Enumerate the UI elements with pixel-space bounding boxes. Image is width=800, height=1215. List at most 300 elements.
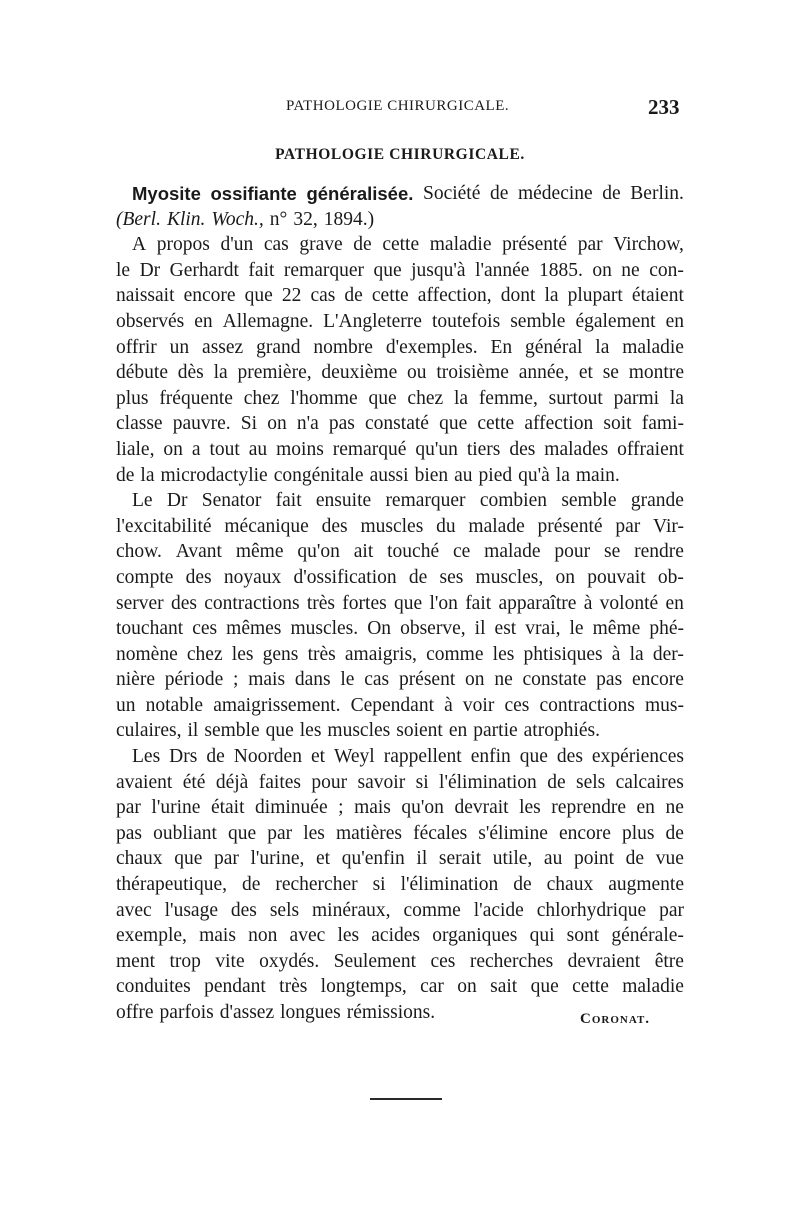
word: voir — [462, 694, 495, 716]
text-line — [116, 898, 684, 924]
word: Noorden — [233, 746, 302, 768]
word: le — [116, 259, 131, 281]
word: par — [659, 899, 684, 921]
word: der- — [652, 643, 684, 665]
word: point — [573, 848, 615, 870]
word: général — [525, 336, 583, 358]
word: ce — [452, 541, 471, 563]
word: Seulement — [333, 950, 416, 972]
word: fréquente — [159, 387, 233, 409]
word: que — [265, 720, 294, 742]
word: A — [132, 234, 147, 256]
word: cas — [310, 285, 336, 307]
word: ces — [504, 694, 530, 716]
word: d'un — [220, 234, 254, 256]
word: des — [170, 592, 197, 614]
word: d'assez — [219, 1002, 275, 1023]
word: pour — [554, 541, 591, 563]
word: fami- — [641, 413, 684, 435]
word: fait — [465, 592, 492, 614]
word: con- — [649, 259, 684, 281]
word: Les — [132, 746, 161, 768]
word: matières — [335, 822, 403, 844]
word: tiers — [466, 438, 501, 460]
word: tout — [209, 438, 240, 460]
word: mécanique — [224, 515, 309, 537]
word: trop — [169, 950, 201, 972]
text-line — [116, 463, 684, 489]
word: semble — [561, 490, 617, 512]
word: au — [454, 464, 473, 486]
word: oxydés. — [259, 950, 320, 972]
word: partie — [473, 720, 518, 742]
word: on — [457, 976, 477, 998]
word: contractions — [539, 694, 635, 716]
word: par — [213, 848, 239, 870]
word: ou — [407, 362, 427, 384]
word: nière — [116, 669, 155, 691]
word: ces — [430, 950, 456, 972]
word: la — [629, 643, 644, 665]
word: expériences — [591, 746, 684, 768]
word: fortes — [342, 592, 387, 614]
word: devraient — [567, 950, 641, 972]
word: longues — [280, 1002, 341, 1023]
word: bien — [414, 464, 449, 486]
word: Allemagne. — [222, 310, 314, 332]
word: soit — [603, 413, 632, 435]
word: combien — [479, 490, 548, 512]
word: n'a — [296, 413, 319, 435]
word: ne — [494, 669, 513, 691]
word: en — [636, 797, 655, 819]
word: il — [474, 618, 486, 640]
text-line — [116, 744, 684, 770]
word: grave — [299, 234, 343, 256]
word: chez — [407, 387, 444, 409]
word: est — [494, 618, 517, 640]
word: jusqu'à — [411, 259, 466, 281]
word: été — [182, 771, 206, 793]
word: par — [615, 515, 641, 537]
word: Le — [132, 490, 153, 512]
text-line — [116, 642, 684, 668]
word: un — [169, 336, 190, 358]
word: plupart — [567, 285, 623, 307]
word: par — [116, 797, 141, 819]
word: Woch., — [211, 208, 264, 230]
word: muscles — [327, 720, 391, 742]
text-line — [116, 335, 684, 361]
word: ces — [192, 618, 218, 640]
word: devrait — [454, 797, 509, 819]
word: nombre — [313, 336, 373, 358]
word: si — [372, 874, 386, 896]
word: et — [316, 848, 331, 870]
word: Klin. — [166, 208, 206, 230]
word: surtout — [548, 387, 603, 409]
word: de — [513, 874, 532, 896]
text-line — [116, 232, 684, 258]
text-line — [116, 974, 684, 1000]
word: n° — [269, 208, 288, 230]
word: affection — [524, 413, 594, 435]
word: on — [465, 669, 485, 691]
word: en — [665, 310, 684, 332]
word: notable — [145, 694, 204, 716]
word: semble — [510, 310, 566, 332]
word: En — [490, 336, 513, 358]
text-line — [116, 181, 684, 207]
word: 22 — [281, 285, 302, 307]
word: des — [230, 899, 257, 921]
word: l'usage — [164, 899, 218, 921]
word: avec — [289, 925, 326, 947]
word: par — [267, 822, 293, 844]
word: de — [206, 746, 225, 768]
word: vrai, — [525, 618, 561, 640]
word: (Berl. — [116, 208, 161, 230]
word: culaires, — [116, 720, 182, 742]
word: de — [625, 848, 645, 870]
word: de — [408, 566, 428, 588]
word: maladie — [622, 336, 684, 358]
word: on — [592, 259, 612, 281]
word: les — [337, 925, 360, 947]
page-number: 233 — [648, 95, 680, 119]
word: il — [187, 720, 199, 742]
word: plus — [621, 822, 655, 844]
word: server — [116, 592, 164, 614]
word: avec — [116, 899, 152, 921]
word: Myosite — [132, 183, 201, 204]
word: que — [530, 976, 559, 998]
text-line — [116, 923, 684, 949]
word: que — [439, 413, 468, 435]
word: assez — [202, 336, 244, 358]
word: la — [213, 362, 228, 384]
word: était — [210, 797, 245, 819]
text-line — [116, 770, 684, 796]
word: sels — [576, 771, 606, 793]
word: Avant — [175, 541, 222, 563]
word: montre — [628, 362, 684, 384]
text-line — [116, 283, 684, 309]
word: dont — [500, 285, 536, 307]
word: Weyl — [334, 746, 375, 768]
word: cette — [572, 976, 609, 998]
word: des — [321, 515, 348, 537]
end-rule — [370, 1098, 442, 1100]
word: observe, — [400, 618, 466, 640]
word: propos — [156, 234, 210, 256]
word: utile, — [492, 848, 533, 870]
word: 32, — [293, 208, 318, 230]
word: a — [191, 438, 201, 460]
word: qu'à — [518, 464, 550, 486]
word: volonté — [599, 592, 659, 614]
text-line — [116, 718, 684, 744]
word: vue — [655, 848, 684, 870]
word: mus- — [644, 694, 684, 716]
word: touchant — [116, 618, 184, 640]
word: encore — [183, 285, 236, 307]
word: Senator — [201, 490, 262, 512]
running-head: PATHOLOGIE CHIRURGICALE. — [286, 98, 510, 114]
word: offrir — [116, 336, 157, 358]
word: pas — [328, 413, 355, 435]
word: également — [575, 310, 656, 332]
word: des — [185, 566, 212, 588]
word: on — [267, 413, 287, 435]
word: calcaires — [615, 771, 684, 793]
word: si — [415, 771, 429, 793]
text-line — [116, 565, 684, 591]
word: année, — [518, 362, 570, 384]
word: car — [420, 976, 444, 998]
word: thérapeutique, — [116, 874, 227, 896]
word: Virchow, — [613, 234, 684, 256]
word: que — [373, 259, 402, 281]
text-line — [116, 616, 684, 642]
text-line — [116, 207, 684, 233]
word: naissait — [116, 285, 175, 307]
word: débute — [116, 362, 168, 384]
word: faites — [258, 771, 301, 793]
word: cette — [371, 285, 409, 307]
word: la — [555, 464, 570, 486]
text-line — [116, 821, 684, 847]
word: qui — [529, 925, 555, 947]
word: l'excitabilité — [116, 515, 212, 537]
word: Dr — [139, 259, 161, 281]
word: à — [444, 694, 453, 716]
article-body — [116, 181, 684, 1026]
word: main. — [575, 464, 620, 486]
word: il — [416, 848, 428, 870]
word: diminuée — [255, 797, 328, 819]
word: déjà — [215, 771, 249, 793]
word: d'exemples. — [385, 336, 478, 358]
word: en — [665, 592, 684, 614]
word: la — [140, 464, 155, 486]
word: moins — [276, 438, 324, 460]
text-line — [116, 693, 684, 719]
word: les — [299, 720, 322, 742]
text-line — [116, 667, 684, 693]
word: se — [602, 362, 619, 384]
word: remarquer — [283, 259, 365, 281]
word: que — [368, 387, 397, 409]
text-line — [116, 539, 684, 565]
word: maladie — [622, 976, 684, 998]
word: apparaître — [498, 592, 577, 614]
word: cette — [477, 413, 515, 435]
word: fécales — [413, 822, 468, 844]
word: pouvait — [587, 566, 646, 588]
word: au — [543, 848, 563, 870]
word: ob- — [657, 566, 684, 588]
word: du — [436, 515, 456, 537]
word: malade — [468, 515, 525, 537]
word: parmi — [613, 387, 660, 409]
word: que — [228, 822, 257, 844]
word: Gerhardt — [169, 259, 239, 281]
word: rappellent — [383, 746, 462, 768]
word: conduites — [116, 976, 191, 998]
word: 1885. — [538, 259, 583, 281]
word: la — [669, 387, 684, 409]
word: en — [194, 310, 213, 332]
word: maladie — [429, 234, 492, 256]
word: très — [306, 592, 335, 614]
word: offraient — [617, 438, 684, 460]
word: d'ossification — [293, 566, 397, 588]
word: toutefois — [431, 310, 501, 332]
word: pied — [478, 464, 513, 486]
word: atrophiés. — [523, 720, 600, 742]
word: 1894.) — [323, 208, 375, 230]
word: Vir- — [653, 515, 684, 537]
text-line — [116, 514, 684, 540]
text-line — [116, 949, 684, 975]
word: des — [509, 438, 536, 460]
word: dans — [294, 669, 331, 691]
word: de — [353, 234, 372, 256]
word: encore — [631, 669, 684, 691]
word: grande — [630, 490, 684, 512]
word: amaigris, — [344, 643, 417, 665]
word: enfin — [470, 746, 511, 768]
word: à — [583, 592, 593, 614]
word: on — [163, 438, 183, 460]
word: parfois — [159, 1002, 214, 1023]
word: très — [307, 643, 336, 665]
word: même — [235, 541, 284, 563]
word: de — [602, 183, 621, 204]
word: pour — [311, 771, 348, 793]
word: au — [248, 438, 268, 460]
word: les — [303, 822, 325, 844]
word: par — [577, 234, 603, 256]
word: chez — [186, 643, 223, 665]
word: période — [164, 669, 224, 691]
word: pas — [596, 669, 623, 691]
word: sait — [490, 976, 518, 998]
word: encore — [558, 822, 611, 844]
word: chaux — [546, 874, 594, 896]
word: mais — [199, 925, 236, 947]
word: l'élimination — [439, 771, 537, 793]
word: soient — [396, 720, 443, 742]
word: congénitale — [273, 464, 364, 486]
word: chow. — [116, 541, 162, 563]
word: la — [544, 285, 559, 307]
text-line — [116, 437, 684, 463]
word: le — [569, 618, 584, 640]
text-line — [116, 872, 684, 898]
word: Si — [240, 413, 258, 435]
word: cas — [364, 669, 390, 691]
word: en — [448, 720, 468, 742]
word: ne — [665, 797, 684, 819]
word: qu'on — [297, 541, 340, 563]
text-line — [116, 386, 684, 412]
word: s'élimine — [478, 822, 548, 844]
word: offre — [116, 1002, 154, 1023]
word: très — [279, 976, 308, 998]
word: mais — [354, 797, 391, 819]
word: gens — [262, 643, 299, 665]
word: se — [603, 541, 621, 563]
word: à — [611, 643, 621, 665]
word: de — [116, 464, 135, 486]
word: médecine — [517, 183, 593, 204]
word: femme, — [478, 387, 538, 409]
word: chaux — [116, 848, 163, 870]
word: de — [665, 822, 684, 844]
text-line — [116, 309, 684, 335]
word: que — [394, 592, 423, 614]
word: rémissions. — [346, 1002, 436, 1023]
word: de — [489, 183, 509, 204]
word: constaté — [365, 413, 429, 435]
word: savoir — [357, 771, 406, 793]
text-line — [116, 591, 684, 617]
word: dès — [177, 362, 204, 384]
word: première, — [237, 362, 312, 384]
word: Cependant — [350, 694, 434, 716]
word: organiques — [432, 925, 518, 947]
word: noyaux — [223, 566, 282, 588]
word: touché — [387, 541, 440, 563]
word: mêmes — [226, 618, 282, 640]
word: malades — [544, 438, 609, 460]
word: semble — [204, 720, 260, 742]
word: et — [578, 362, 593, 384]
word: liale, — [116, 438, 155, 460]
word: Société — [422, 183, 481, 204]
word: contractions — [204, 592, 300, 614]
word: mais — [248, 669, 286, 691]
word: fait — [275, 490, 302, 512]
word: troisième — [436, 362, 509, 384]
word: de — [344, 285, 363, 307]
word: que — [519, 746, 548, 768]
word: muscles — [360, 515, 424, 537]
word: Drs — [169, 746, 198, 768]
word: affection, — [417, 285, 492, 307]
word: On — [367, 618, 392, 640]
word: chlorhydrique — [536, 899, 647, 921]
word: ses — [439, 566, 464, 588]
word: recherches — [469, 950, 554, 972]
word: un — [116, 694, 136, 716]
word: étaient — [631, 285, 684, 307]
word: les — [231, 643, 254, 665]
word: même — [592, 618, 641, 640]
word: pendant — [204, 976, 266, 998]
word: la — [453, 387, 469, 409]
word: pauvre. — [172, 413, 231, 435]
word: longtemps, — [320, 976, 407, 998]
word: sont — [566, 925, 600, 947]
word: l'élimination — [400, 874, 499, 896]
word: classe — [116, 413, 163, 435]
word: L'Angleterre — [323, 310, 422, 332]
word: rendre — [634, 541, 684, 563]
word: l'urine, — [250, 848, 305, 870]
